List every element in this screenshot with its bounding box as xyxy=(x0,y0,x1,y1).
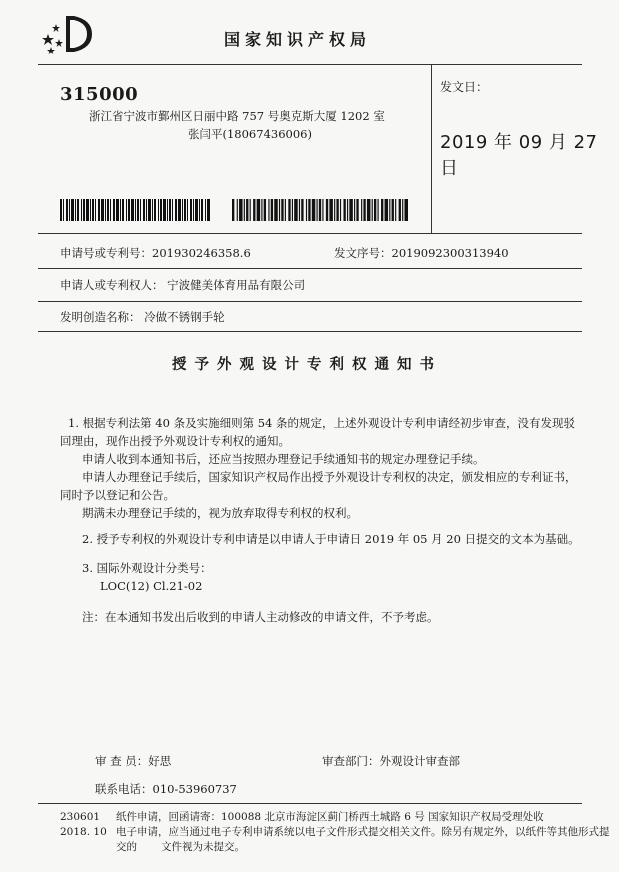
send-date-label: 发文日： xyxy=(440,80,489,94)
paragraph-2: 2. 授予专利权的外观设计专利申请是以申请人于申请日 2019 年 05 月 20 日提交的文本为基础。 xyxy=(82,532,580,546)
paragraph-1-line-3: 申请人收到本通知书后，还应当按照办理登记手续通知书的规定办理登记手续。 xyxy=(82,452,485,466)
form-date: 2018. 10 xyxy=(60,826,107,838)
send-date: 2019 年 09 月 27 日 xyxy=(440,132,598,179)
invention-title: 发明创造名称： 冷做不锈钢手轮 xyxy=(60,310,225,324)
paragraph-3-line-1: 3. 国际外观设计分类号： xyxy=(82,561,212,575)
cnipa-logo-icon xyxy=(40,12,96,54)
note: 注：在本通知书发出后收到的申请人主动修改的申请文件，不予考虑。 xyxy=(82,610,439,624)
divider xyxy=(38,233,582,234)
barcode xyxy=(60,199,210,221)
agency-name: 国家知识产权局 xyxy=(224,30,372,49)
divider xyxy=(38,268,582,269)
divider xyxy=(431,64,432,233)
examiner: 审 查 员：好思 xyxy=(95,754,172,768)
divider xyxy=(38,331,582,332)
electronic-filing-note: 电子申请，应当通过电子专利申请系统以电子文件形式提交相关文件。除另有规定外，以纸件等其他形式提交的 xyxy=(116,826,610,853)
paper-filing-note: 纸件申请，回函请寄：100088 北京市海淀区蓟门桥西土城路 6 号 国家知识产权局受理处收 xyxy=(116,811,544,823)
recipient-name: 张闫平(18067436006) xyxy=(188,127,312,141)
divider xyxy=(38,803,582,804)
paragraph-1-line-6: 期满未办理登记手续的，视为放弃取得专利权的权利。 xyxy=(82,506,358,520)
notice-title: 授予外观设计专利权通知书 xyxy=(172,357,442,373)
examination-department: 审查部门：外观设计审查部 xyxy=(322,754,460,768)
paragraph-1-line-1: 1. 根据专利法第 40 条及实施细则第 54 条的规定，上述外观设计专利申请经初步审查，没有发现驳 xyxy=(68,416,576,430)
form-code: 230601 xyxy=(60,811,101,823)
application-number: 申请号或专利号：201930246358.6 xyxy=(60,246,251,260)
contact-phone: 联系电话：010-53960737 xyxy=(95,782,237,796)
classification-code: LOC(12) Cl.21-02 xyxy=(100,579,203,593)
electronic-filing-note-continued: 文件视为未提交。 xyxy=(161,841,245,853)
paragraph-1-line-5: 同时予以登记和公告。 xyxy=(60,488,175,502)
paragraph-1-line-2: 回理由，现作出授予外观设计专利权的通知。 xyxy=(60,434,290,448)
divider xyxy=(38,64,582,65)
postcode: 315000 xyxy=(60,84,139,105)
barcode xyxy=(232,199,408,221)
applicant: 申请人或专利权人： 宁波健美体育用品有限公司 xyxy=(60,278,306,292)
recipient-address: 浙江省宁波市鄞州区日丽中路 757 号奥克斯大厦 1202 室 xyxy=(89,109,385,123)
document-serial-number: 发文序号：2019092300313940 xyxy=(334,246,509,260)
paragraph-1-line-4: 申请人办理登记手续后，国家知识产权局作出授予外观设计专利权的决定，颁发相应的专利证书， xyxy=(82,470,577,484)
divider xyxy=(38,301,582,302)
